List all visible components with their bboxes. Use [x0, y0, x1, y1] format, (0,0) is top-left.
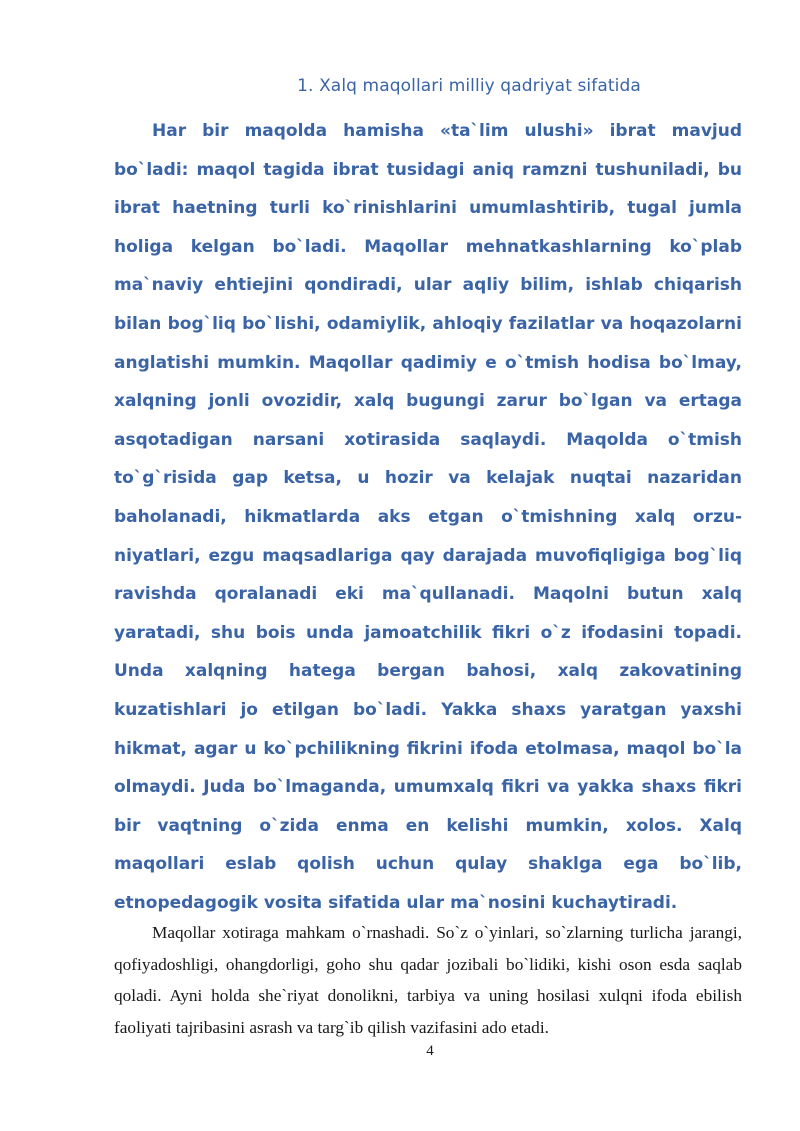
body-paragraph-bold: Har bir maqolda hamisha «ta`lim ulushi» ibrat mavjud bo`ladi: maqol tagida ibrat tusidagi aniq ramzni tushuniladi, bu ibrat haetning turli ko`rinishlarini umumlashtirib, tugal jumla holiga kelgan bo`ladi. Maqollar mehnatkashlarning ko`plab ma`naviy ehtiejini qondiradi, ular aqliy bilim, ishlab chiqarish bilan bog`liq bo`lishi, odamiylik, ahloqiy fazilatlar va hoqazolarni anglatishi mumkin. Maqollar qadimiy e o`tmish hodisa bo`lmay, xalqning jonli ovozidir, xalq bugungi zarur bo`lgan va ertaga asqotadigan narsani xotirasida saqlaydi. Maqolda o`tmish to`g`risida gap ketsa, u hozir va kelajak nuqtai nazaridan baholanadi, hikmatlarda aks etgan o`tmishning xalq orzu-niyatlari, ezgu maqsadlariga qay darajada muvofiqligiga bog`liq ravishda qoralanadi eki ma`qullanadi. Maqolni butun xalq yaratadi, shu bois unda jamoatchilik fikri o`z ifodasini topadi. Unda xalqning hatega bergan bahosi, xalq zakovatining kuzatishlari jo etilgan bo`ladi. Yakka shaxs yaratgan yaxshi hikmat, agar u ko`pchilikning fikrini ifoda etolmasa, maqol bo`la olmaydi. Juda bo`lmaganda, umumxalq fikri va yakka shaxs fikri bir vaqtning o`zida enma en kelishi mumkin, xolos. Xalq maqollari eslab qolish uchun qulay shaklga ega bo`lib, etnopedagogik vosita sifatida ular ma`nosini kuchaytiradi.	[114, 121, 742, 913]
body-paragraph-regular: Maqollar xotiraga mahkam o`rnashadi. So`z o`yinlari, so`zlarning turlicha jarangi, qofiyadoshligi, ohangdorligi, goho shu qadar jozibali bo`lidiki, kishi oson esda saqlab qoladi. Ayni holda she`riyat donolikni, tarbiya va uning hosilasi xulqni ifoda ebilish faoliyati tajribasini asrash va targ`ib qilish vazifasini ado etadi.	[114, 923, 742, 1037]
section-heading: 1. Xalq maqollari milliy qadriyat sifatida	[297, 76, 641, 96]
page-number: 4	[426, 1043, 434, 1059]
